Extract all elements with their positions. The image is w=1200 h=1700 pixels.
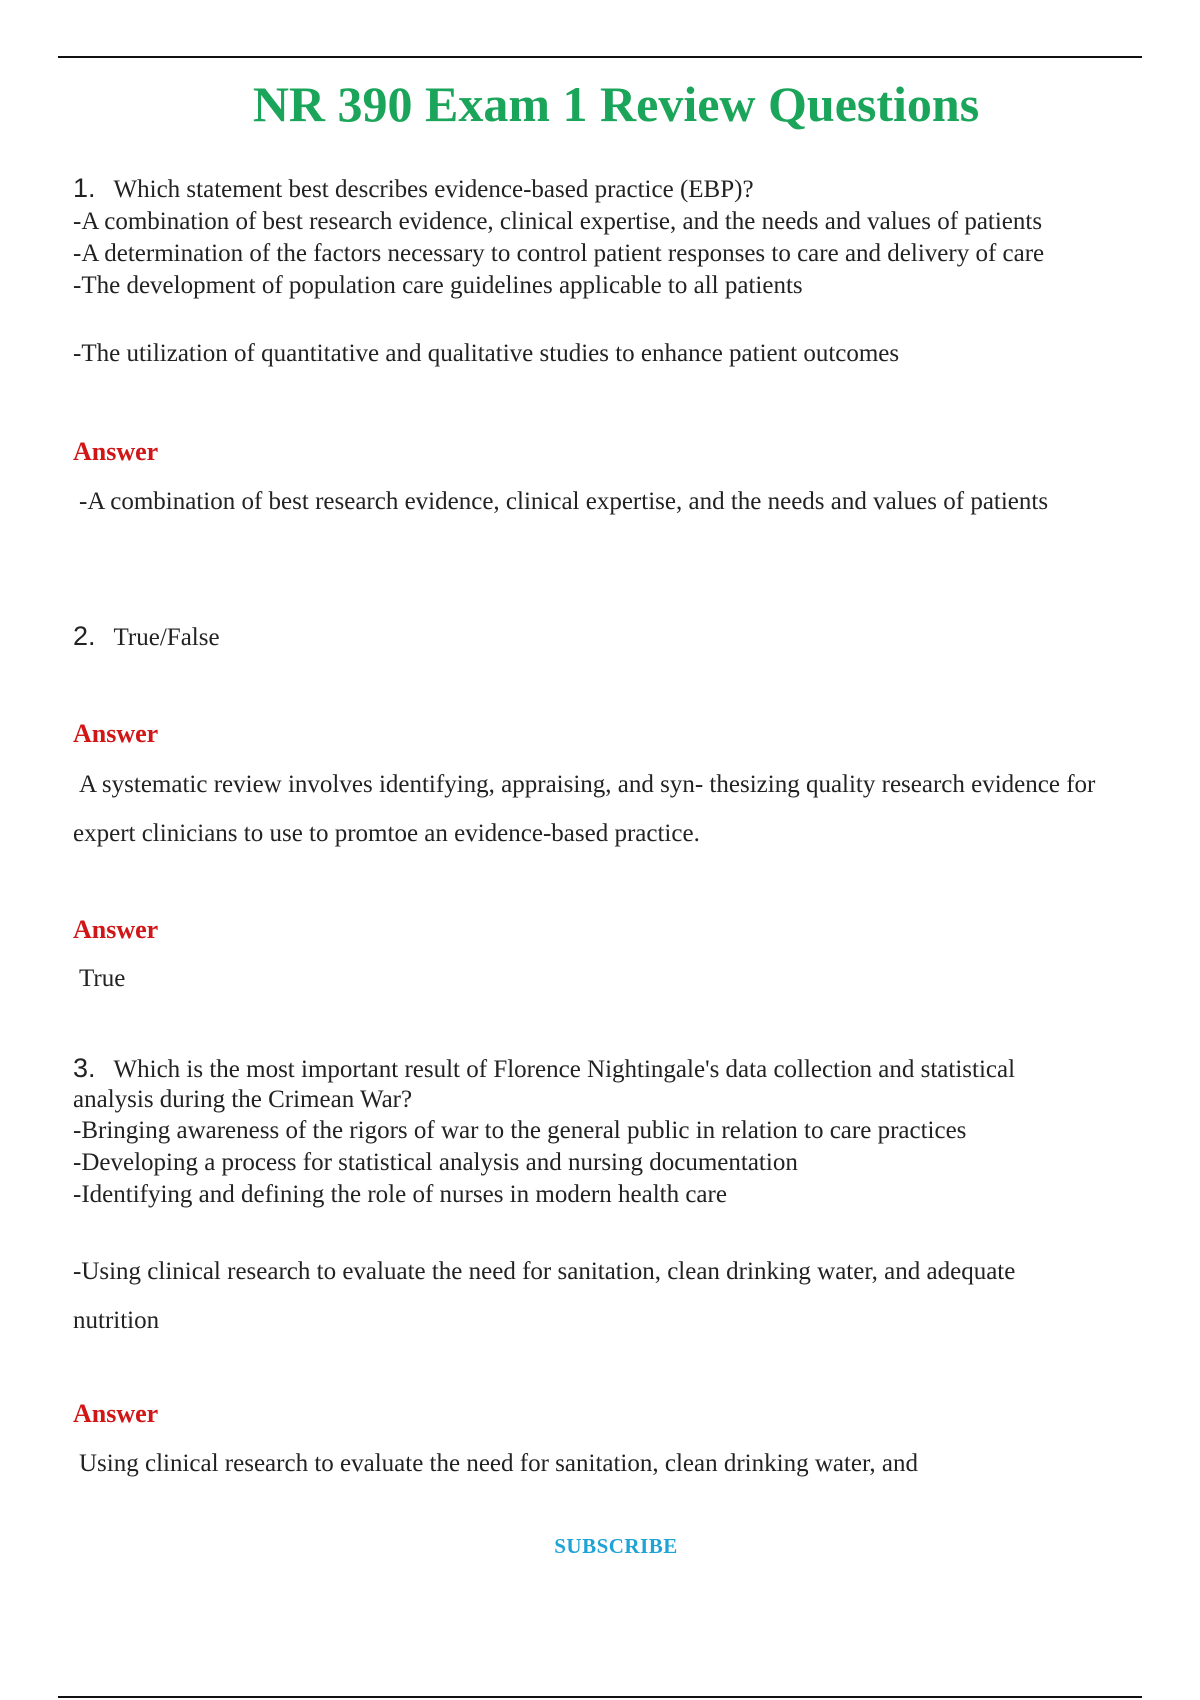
question-2-answer-label-1: Answer: [73, 719, 159, 748]
question-2: [73, 620, 1183, 654]
question-1-option-c: -The development of population care guidelines applicable to all patients: [73, 272, 803, 299]
question-3-option-d: -Using clinical research to evaluate the need for sanitation, clean drinking water, and adequate nutrition: [73, 1258, 1016, 1334]
question-3-answer-text: Using clinical research to evaluate the need for sanitation, clean drinking water, and: [79, 1450, 918, 1477]
question-3-number: 3.: [73, 1053, 96, 1083]
page-title: NR 390 Exam 1 Review Questions: [252, 76, 980, 132]
question-3-answer-label: Answer: [73, 1399, 159, 1428]
question-1-header: [73, 172, 1183, 206]
question-2-answer-text: True: [79, 965, 126, 992]
question-2-number: 2.: [73, 621, 96, 651]
question-1-option-b: -A determination of the factors necessary to control patient responses to care and delivery of care: [73, 240, 1045, 267]
question-1-answer-text: -A combination of best research evidence, clinical expertise, and the needs and values of patients: [79, 488, 1049, 515]
question-2-header: [73, 620, 1183, 654]
question-3-option-a: -Bringing awareness of the rigors of war to the general public in relation to care practices: [73, 1117, 967, 1144]
question-3-header: [73, 1052, 1133, 1085]
question-2-statement: A systematic review involves identifying, appraising, and syn- thesizing quality research evidence for expert clinicians to use to promtoe an evidence-based practice.: [73, 771, 1096, 847]
question-3-option-c: -Identifying and defining the role of nurses in modern health care: [73, 1181, 727, 1208]
top-rule: [58, 56, 1142, 58]
question-1-number: 1.: [73, 173, 96, 203]
question-3: [73, 1052, 1133, 1345]
question-1-option-d: -The utilization of quantitative and qualitative studies to enhance patient outcomes: [73, 340, 900, 367]
subscribe-link[interactable]: SUBSCRIBE: [554, 1534, 678, 1558]
question-3-option-b: -Developing a process for statistical analysis and nursing documentation: [73, 1149, 798, 1176]
question-1-text: Which statement best describes evidence-based practice (EBP)?: [113, 176, 754, 203]
question-1-answer-label: Answer: [73, 437, 159, 466]
question-3-text-line-2: analysis during the Crimean War?: [73, 1086, 413, 1113]
question-1-option-a: -A combination of best research evidence, clinical expertise, and the needs and values of patients: [73, 208, 1043, 235]
question-2-answer-label-2: Answer: [73, 915, 159, 944]
question-1: [73, 172, 1183, 370]
bottom-rule: [58, 1696, 1142, 1698]
question-2-text: True/False: [113, 624, 220, 651]
question-3-text-line-1: Which is the most important result of Florence Nightingale's data collection and statistical: [113, 1056, 1016, 1083]
